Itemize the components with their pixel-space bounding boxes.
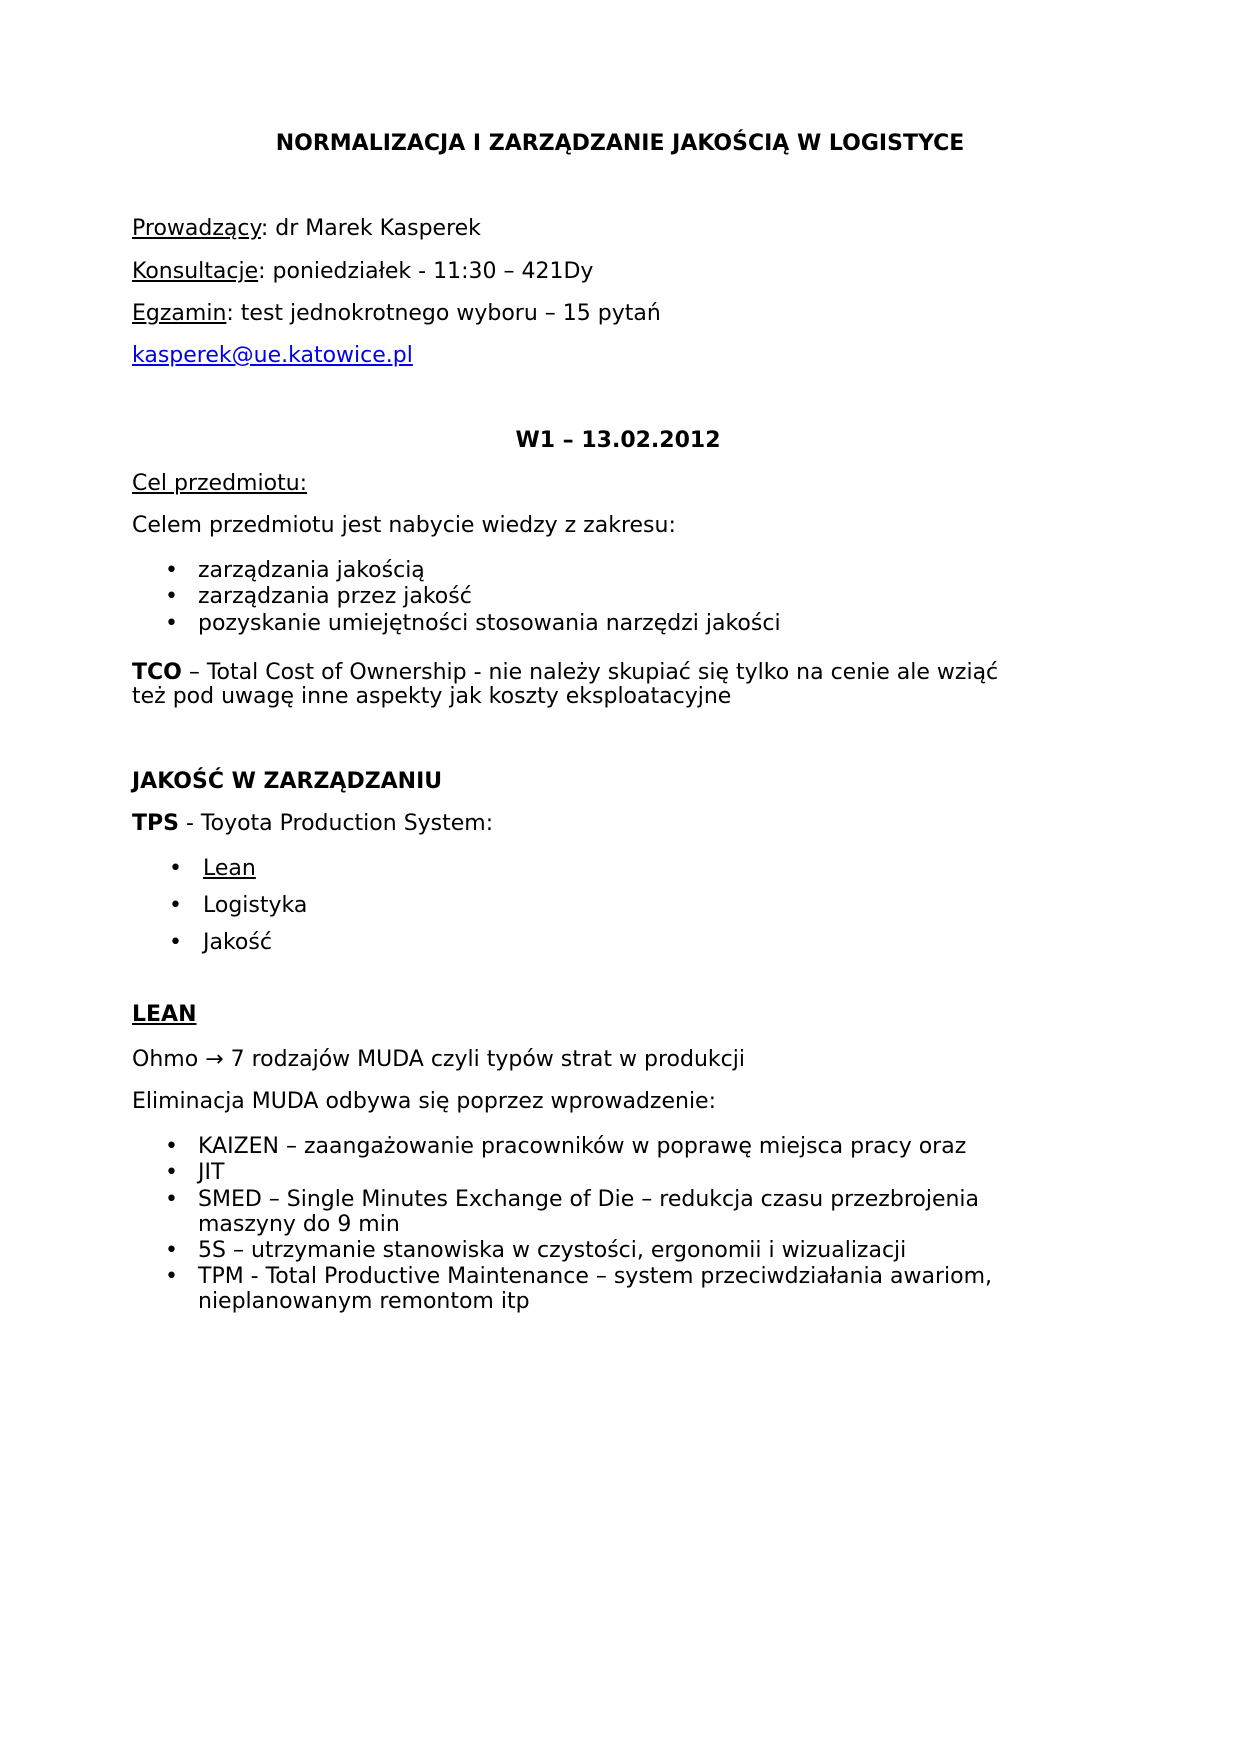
- tco-term: TCO: [132, 660, 182, 685]
- tps-term: TPS: [132, 811, 179, 836]
- list-item-text: JIT: [198, 1160, 225, 1185]
- ohmo-prefix: Ohmo: [132, 1047, 206, 1072]
- list-item-text: 5S – utrzymanie stanowiska w czystości, ergonomii i wizualizacji: [198, 1238, 907, 1263]
- exam-label: Egzamin: [132, 301, 227, 326]
- bullet-icon: •: [169, 930, 182, 955]
- bullet-icon: •: [165, 1264, 178, 1289]
- tco-text: – Total Cost of Ownership - nie należy skupiać się tylko na cenie ale wziąć: [181, 660, 999, 685]
- lecturer-value: : dr Marek Kasperek: [260, 216, 481, 241]
- elimination-line: Eliminacja MUDA odbywa się poprzez wprowadzenie:: [132, 1089, 716, 1114]
- email-link[interactable]: kasperek@ue.katowice.pl: [132, 343, 413, 368]
- consultation-label: Konsultacje: [132, 259, 259, 284]
- arrow-right-icon: →: [205, 1047, 224, 1072]
- bullet-icon: •: [165, 1187, 178, 1212]
- ohmo-line: [132, 1046, 745, 1074]
- list-item-text: Jakość: [203, 930, 272, 955]
- tco-line-2: też pod uwagę inne aspekty jak koszty eksploatacyjne: [132, 684, 732, 709]
- bullet-icon: •: [165, 558, 178, 583]
- bullet-icon: •: [165, 1160, 178, 1185]
- list-item-text: Logistyka: [203, 893, 308, 918]
- list-item-continuation: maszyny do 9 min: [198, 1212, 400, 1237]
- exam-value: : test jednokrotnego wyboru – 15 pytań: [226, 301, 661, 326]
- bullet-icon: •: [165, 1134, 178, 1159]
- list-item-continuation: nieplanowanym remontom itp: [198, 1289, 530, 1314]
- consultation-line: [132, 258, 593, 286]
- goal-heading: Cel przedmiotu:: [132, 471, 308, 496]
- document-title: NORMALIZACJA I ZARZĄDZANIE JAKOŚCIĄ W LOGISTYCE: [275, 131, 965, 156]
- consultation-value: : poniedziałek - 11:30 – 421Dy: [258, 259, 594, 284]
- exam-line: [132, 300, 661, 328]
- email-line: [132, 342, 413, 370]
- tps-line: [132, 810, 493, 838]
- list-item-text: SMED – Single Minutes Exchange of Die – redukcja czasu przezbrojenia: [198, 1187, 980, 1212]
- goal-intro: Celem przedmiotu jest nabycie wiedzy z zakresu:: [132, 513, 676, 538]
- list-item-text: pozyskanie umiejętności stosowania narzędzi jakości: [198, 611, 781, 636]
- quality-heading: JAKOŚĆ W ZARZĄDZANIU: [132, 769, 443, 794]
- list-item-text: zarządzania jakością: [198, 558, 425, 583]
- ohmo-text: 7 rodzajów MUDA czyli typów strat w produkcji: [223, 1047, 745, 1072]
- bullet-icon: •: [169, 893, 182, 918]
- list-item-text: Lean: [203, 856, 256, 881]
- bullet-icon: •: [169, 856, 182, 881]
- list-item-text: zarządzania przez jakość: [198, 584, 472, 609]
- bullet-icon: •: [165, 1238, 178, 1263]
- lecturer-line: [132, 215, 481, 243]
- tps-text: - Toyota Production System:: [178, 811, 494, 836]
- bullet-icon: •: [165, 611, 178, 636]
- lecturer-label: Prowadzący: [132, 216, 261, 241]
- list-item-text: TPM - Total Productive Maintenance – system przeciwdziałania awariom,: [198, 1264, 993, 1289]
- lecture-heading: W1 – 13.02.2012: [515, 428, 721, 453]
- lean-heading: LEAN: [132, 1002, 197, 1027]
- list-item-text: KAIZEN – zaangażowanie pracowników w poprawę miejsca pracy oraz: [198, 1134, 967, 1159]
- bullet-icon: •: [165, 584, 178, 609]
